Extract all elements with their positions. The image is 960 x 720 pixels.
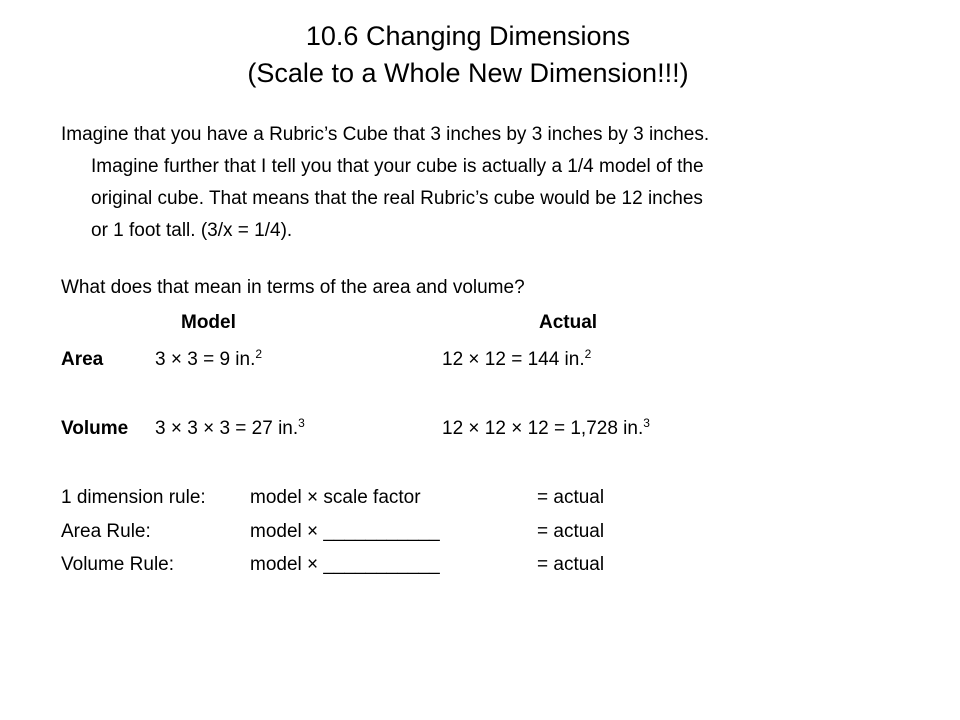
area-model-exponent: 2 xyxy=(255,347,263,361)
question-text: What does that mean in terms of the area and volume? xyxy=(61,277,525,298)
area-actual-text: 12 × 12 = 144 in. xyxy=(442,349,585,370)
area-label: Area xyxy=(61,349,104,370)
title-line-1: 10.6 Changing Dimensions xyxy=(305,21,631,51)
area-model-text: 3 × 3 = 9 in. xyxy=(155,349,256,370)
rule-label: 1 dimension rule: xyxy=(61,487,206,508)
rule-formula: model × ___________ xyxy=(250,521,440,542)
volume-label: Volume xyxy=(61,418,129,439)
rule-formula: model × scale factor xyxy=(250,487,421,508)
volume-actual-value xyxy=(442,417,650,441)
rule-result: = actual xyxy=(537,521,605,542)
title-line-2: (Scale to a Whole New Dimension!!!) xyxy=(247,58,689,88)
volume-actual-exponent: 3 xyxy=(643,416,650,430)
area-actual-value xyxy=(442,348,591,372)
intro-line: original cube. That means that the real Rubric’s cube would be 12 inches xyxy=(91,188,703,209)
area-model-value xyxy=(155,348,262,372)
intro-line: Imagine that you have a Rubric’s Cube that 3 inches by 3 inches by 3 inches. xyxy=(61,124,710,145)
rule-label: Area Rule: xyxy=(61,521,151,542)
header-model: Model xyxy=(181,312,236,333)
rule-result: = actual xyxy=(537,487,605,508)
slide-title xyxy=(0,18,936,92)
intro-line: or 1 foot tall. (3/x = 1/4). xyxy=(91,220,293,241)
rule-label: Volume Rule: xyxy=(61,554,175,575)
area-actual-exponent: 2 xyxy=(584,347,592,361)
header-actual: Actual xyxy=(539,312,598,333)
volume-actual-text: 12 × 12 × 12 = 1,728 in. xyxy=(442,418,644,439)
volume-model-exponent: 3 xyxy=(298,416,305,430)
volume-model-value xyxy=(155,417,305,441)
rule-result: = actual xyxy=(537,554,605,575)
volume-model-text: 3 × 3 × 3 = 27 in. xyxy=(155,418,299,439)
intro-paragraph xyxy=(61,119,891,247)
intro-line: Imagine further that I tell you that your cube is actually a 1/4 model of the xyxy=(91,156,704,177)
rule-formula: model × ___________ xyxy=(250,554,440,575)
